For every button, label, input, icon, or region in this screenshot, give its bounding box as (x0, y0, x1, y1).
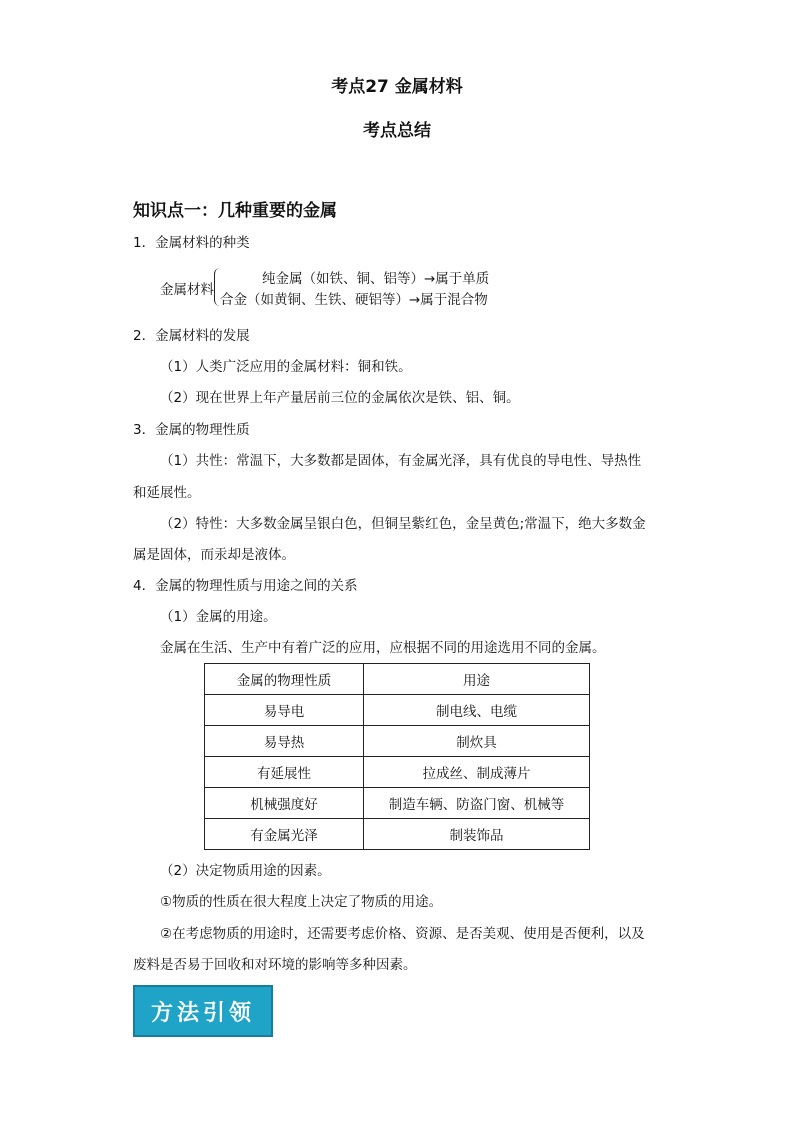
subsection-3-heading: 3．金属的物理性质 (133, 422, 250, 438)
paragraph: 属是固体，而汞却是液体。 (133, 547, 295, 563)
table-cell-property: 易导电 (205, 695, 364, 726)
table-cell-property: 有金属光泽 (205, 819, 364, 850)
classification-alloy: 合金（如黄铜、生铁、硬铝等）→属于混合物 (220, 292, 488, 308)
paragraph: （1）金属的用途。 (160, 609, 277, 625)
subsection-4-heading: 4．金属的物理性质与用途之间的关系 (133, 578, 358, 594)
table-header-row (205, 664, 590, 695)
table-cell-use: 拉成丝、制成薄片 (364, 757, 590, 788)
paragraph: 金属在生活、生产中有着广泛的应用，应根据不同的用途选用不同的金属。 (160, 640, 606, 656)
paragraph: 和延展性。 (133, 485, 201, 501)
table-row (205, 726, 590, 757)
paragraph: （1）人类广泛应用的金属材料：铜和铁。 (160, 359, 412, 375)
table-cell-use: 制装饰品 (364, 819, 590, 850)
table-cell-property: 有延展性 (205, 757, 364, 788)
table-cell-property: 机械强度好 (205, 788, 364, 819)
method-guide-banner (133, 985, 273, 1037)
table-cell-use: 制炊具 (364, 726, 590, 757)
subsection-2-heading: 2．金属材料的发展 (133, 328, 250, 344)
table-cell-use: 制电线、电缆 (364, 695, 590, 726)
table-row (205, 788, 590, 819)
table-header-cell: 金属的物理性质 (205, 664, 364, 695)
section-heading: 知识点一：几种重要的金属 (133, 201, 337, 221)
paragraph: ②在考虑物质的用途时，还需要考虑价格、资源、是否美观、使用是否便利，以及 (160, 926, 645, 942)
paragraph: ①物质的性质在很大程度上决定了物质的用途。 (160, 894, 443, 910)
table-cell-use: 制造车辆、防盗门窗、机械等 (364, 788, 590, 819)
paragraph: 废料是否易于回收和对环境的影响等多种因素。 (133, 957, 417, 973)
table-row (205, 695, 590, 726)
subsection-1-heading: 1．金属材料的种类 (133, 235, 250, 251)
page-subtitle: 考点总结 (363, 121, 431, 141)
paragraph: （1）共性：常温下，大多数都是固体，有金属光泽，具有优良的导电性、导热性 (160, 453, 642, 469)
paragraph: （2）特性：大多数金属呈银白色，但铜呈紫红色，金呈黄色;常温下，绝大多数金 (160, 516, 646, 532)
paragraph: （2）现在世界上年产量居前三位的金属依次是铁、铝、铜。 (160, 390, 520, 406)
banner-text: 方法引领 (150, 999, 255, 1026)
table-row (205, 819, 590, 850)
table-row (205, 757, 590, 788)
table-cell-property: 易导热 (205, 726, 364, 757)
table-header-cell: 用途 (364, 664, 590, 695)
paragraph: （2）决定物质用途的因素。 (160, 863, 331, 879)
uses-table (204, 663, 590, 850)
classification-pure-metal: 纯金属（如铁、铜、铝等）→属于单质 (262, 271, 490, 287)
page-title: 考点27 金属材料 (331, 77, 463, 97)
classification-label: 金属材料 (160, 282, 214, 298)
